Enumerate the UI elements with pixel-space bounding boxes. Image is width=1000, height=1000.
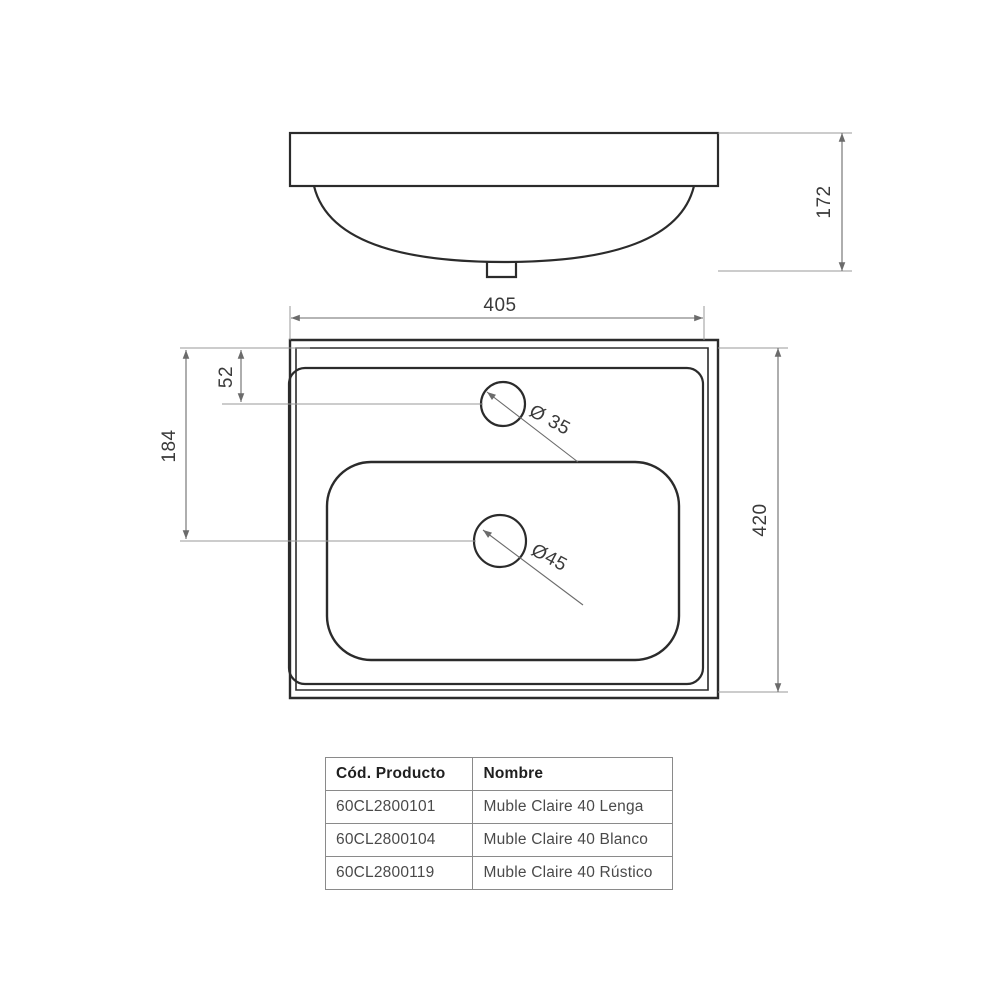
dimension-width-405 <box>290 295 704 340</box>
dimension-depth-420 <box>718 348 788 692</box>
cell-name: Muble Claire 40 Rústico <box>473 857 673 890</box>
dimension-offset-184 <box>159 348 476 541</box>
cell-code: 60CL2800104 <box>326 824 473 857</box>
dim-text-offset-184: 184 <box>159 429 180 463</box>
cell-name: Muble Claire 40 Blanco <box>473 824 673 857</box>
dim-text-offset-52: 52 <box>216 365 237 389</box>
plan-outer-outline <box>290 340 718 698</box>
cell-code: 60CL2800101 <box>326 791 473 824</box>
drain-stub <box>487 261 516 277</box>
dim-text-width-405: 405 <box>483 295 517 316</box>
plan-rim-offset <box>296 348 708 690</box>
plan-deck-outline <box>289 368 703 684</box>
elevation-view <box>290 133 718 277</box>
product-codes-table <box>325 757 673 890</box>
basin-rim-outline <box>290 133 718 186</box>
table-header-name: Nombre <box>473 758 673 791</box>
dim-text-depth-420: 420 <box>750 503 771 537</box>
dim-text-height-172: 172 <box>814 185 835 219</box>
table-row <box>326 857 673 890</box>
drain-hole-circle <box>474 515 526 567</box>
dim-text-hole-45: Ø45 <box>527 539 571 576</box>
dimension-offset-52 <box>216 348 483 404</box>
cell-code: 60CL2800119 <box>326 857 473 890</box>
table-header-row <box>326 758 673 791</box>
product-codes-table-wrap <box>325 757 673 890</box>
plan-bowl-outline <box>327 462 679 660</box>
table-header-code: Cód. Producto <box>326 758 473 791</box>
dim-text-hole-35: Ø 35 <box>525 400 574 440</box>
dimension-height-172 <box>718 133 852 271</box>
table-row <box>326 791 673 824</box>
dimension-hole-35 <box>487 392 578 462</box>
cell-name: Muble Claire 40 Lenga <box>473 791 673 824</box>
basin-bowl-curve <box>314 186 694 262</box>
table-row <box>326 824 673 857</box>
plan-view <box>289 340 718 698</box>
